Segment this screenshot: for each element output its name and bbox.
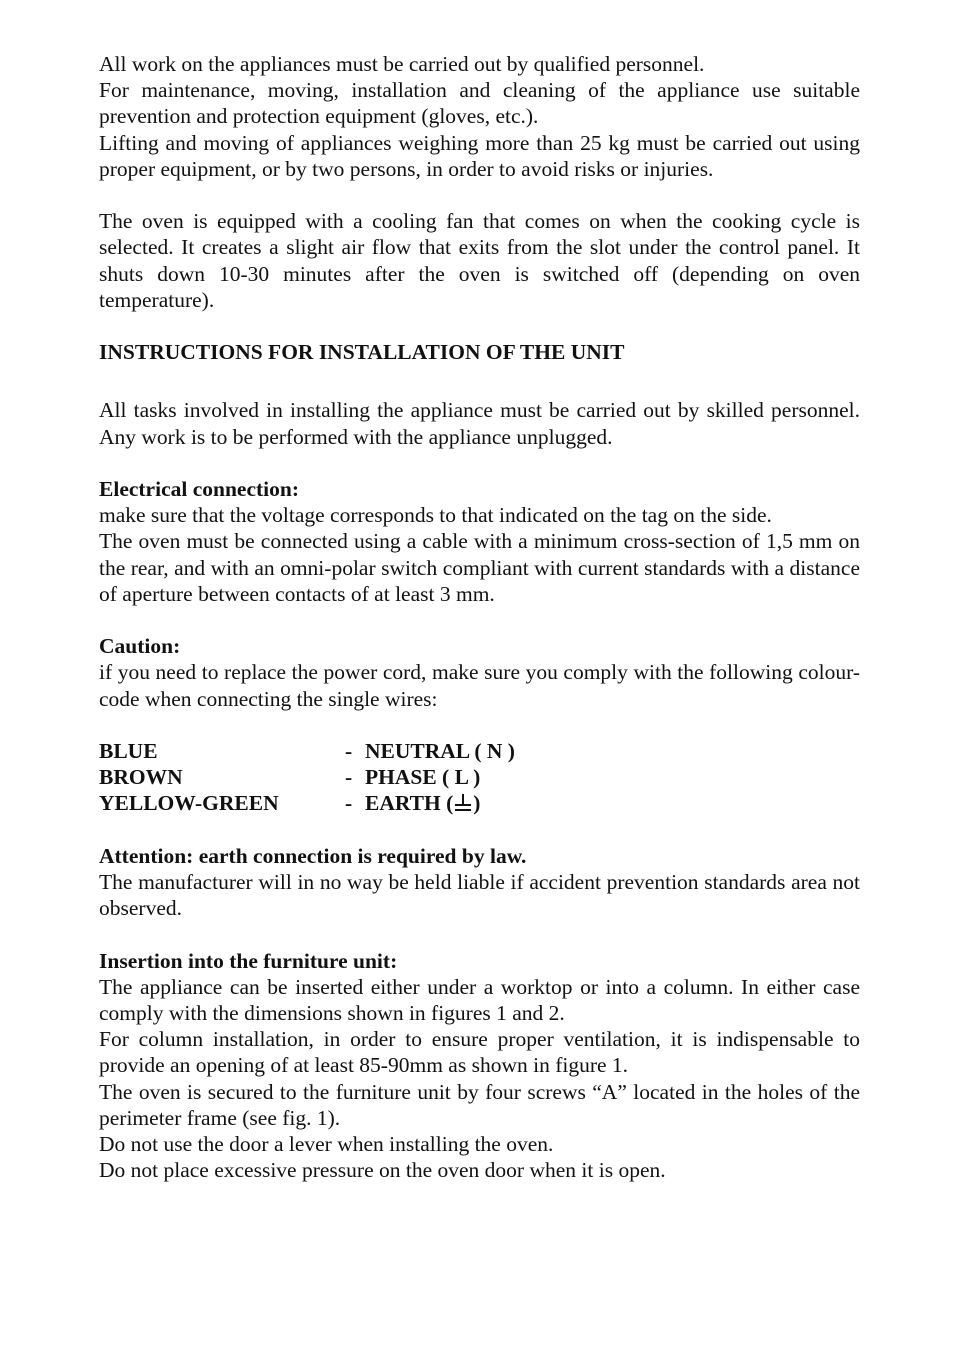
earth-ground-icon — [454, 793, 472, 813]
wire-color: YELLOW-GREEN — [99, 791, 279, 816]
intro-section — [99, 51, 860, 182]
manual-page — [99, 51, 860, 1183]
cooling-fan-text: The oven is equipped with a cooling fan that comes on when the cooking cycle is selected. It creates a slight air flow that exits from the slot under the control panel. It shuts down 10-30 minutes after the oven is switched off (depending on oven temperature). — [99, 209, 860, 312]
wire-colour-table — [99, 738, 860, 817]
earth-label: EARTH ( — [365, 791, 454, 816]
wire-row-brown — [99, 764, 860, 790]
wire-meaning — [365, 790, 480, 816]
protection-equipment-text: For maintenance, moving, installation and cleaning of the appliance use suitable prevention and protection equipment (gloves, etc.). — [99, 78, 860, 129]
installation-text: All tasks involved in installing the appliance must be carried out by skilled personnel. Any work is to be performed with the appliance unplugged. — [99, 398, 860, 449]
caution-heading: Caution: — [99, 634, 181, 659]
voltage-text: make sure that the voltage corresponds to that indicated on the tag on the side. — [99, 503, 772, 528]
wire-meaning: PHASE ( L ) — [365, 765, 481, 790]
earth-label-close: ) — [473, 791, 481, 816]
wire-color: BROWN — [99, 765, 183, 790]
electrical-heading: Electrical connection: — [99, 477, 300, 501]
qualified-personnel-text: All work on the appliances must be carried out by qualified personnel. — [99, 52, 705, 76]
cable-text: The oven must be connected using a cable with a minimum cross-section of 1,5 mm on the rear, and with an omni-polar switch compliant with current standards with a distance of aperture between contacts of at least 3 mm. — [99, 529, 860, 606]
wire-color: BLUE — [99, 739, 158, 763]
insertion-text-3: The oven is secured to the furniture unit by four screws “A” located in the holes of the perimeter frame (see fig. 1). — [99, 1079, 860, 1130]
installation-heading: INSTRUCTIONS FOR INSTALLATION OF THE UNIT — [99, 340, 625, 365]
insertion-text-4: Do not use the door a lever when installing the oven. — [99, 1131, 554, 1156]
caution-text: if you need to replace the power cord, make sure you comply with the following colour-code when connecting the single wires: — [99, 660, 860, 711]
insertion-heading: Insertion into the furniture unit: — [99, 948, 398, 973]
attention-text: The manufacturer will in no way be held liable if accident prevention standards area not observed. — [99, 869, 860, 921]
wire-row-blue — [99, 738, 860, 764]
insertion-text-5: Do not place excessive pressure on the oven door when it is open. — [99, 1158, 666, 1183]
attention-heading: Attention: earth connection is required by law. — [99, 843, 527, 868]
wire-dash: - — [345, 765, 353, 790]
wire-meaning: NEUTRAL ( N ) — [365, 739, 515, 763]
wire-row-yellow-green — [99, 790, 860, 816]
lifting-text: Lifting and moving of appliances weighing more than 25 kg must be carried out using proper equipment, or by two persons, in order to avoid risks or injuries. — [99, 130, 860, 181]
insertion-text-2: For column installation, in order to ensure proper ventilation, it is indispensable to provide an opening of at least 85-90mm as shown in figure 1. — [99, 1027, 860, 1078]
wire-dash: - — [345, 739, 353, 763]
wire-dash: - — [345, 791, 353, 816]
insertion-text-1: The appliance can be inserted either under a worktop or into a column. In either case comply with the dimensions shown in figures 1 and 2. — [99, 974, 860, 1025]
